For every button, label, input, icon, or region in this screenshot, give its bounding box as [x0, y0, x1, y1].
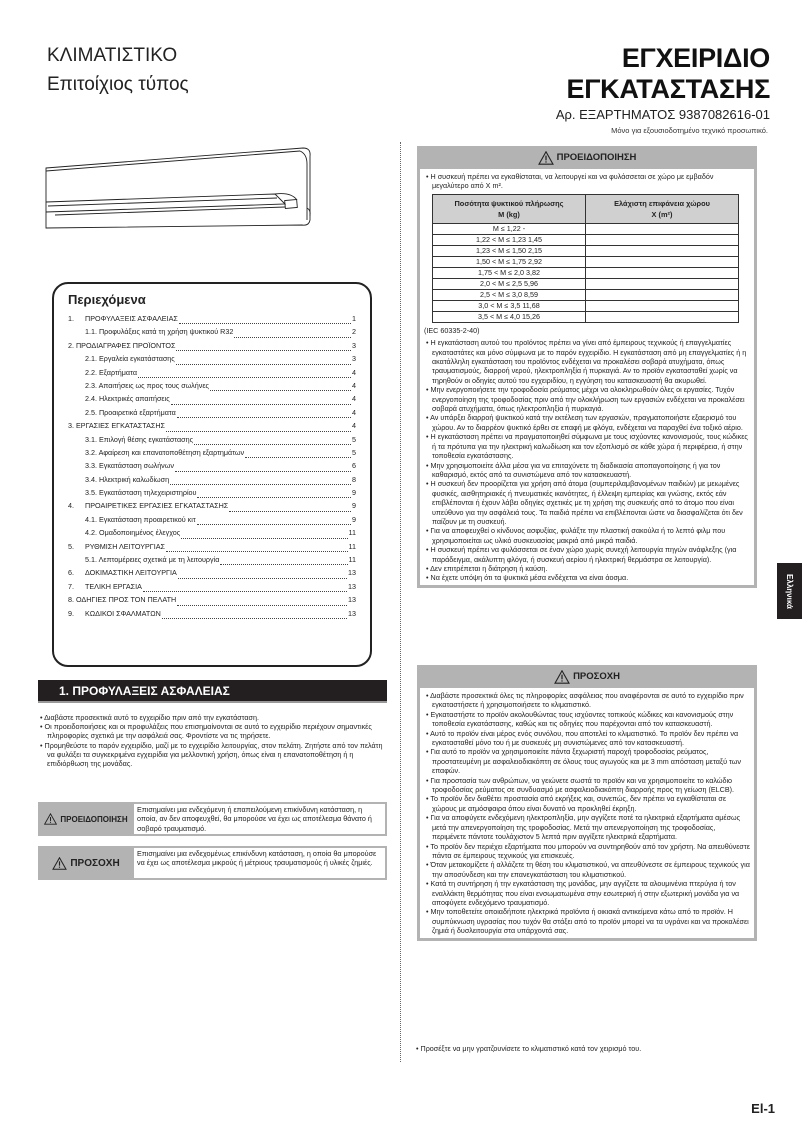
bullet-text: • Διαβάστε προσεκτικά αυτό το εγχειρίδιο πριν από την εγκατάσταση.	[40, 713, 259, 722]
toc-entry-label: 2.3. Απαιτήσεις ως προς τους σωλήνες	[85, 380, 209, 390]
toc-entry-label: 2.2. Εξαρτήματα	[85, 367, 137, 377]
table-cell: 1,50 < M ≤ 1,75 2,92	[433, 256, 586, 267]
toc-entry-page: 13	[348, 568, 356, 578]
toc-entry-label: 4.2. Ομαδοποιημένος έλεγχος	[85, 528, 181, 538]
toc-leader-dots	[229, 502, 351, 511]
bullet-text: • Οι προειδοποιήσεις και οι προφυλάξεις που επισημαίνονται σε αυτό το εγχειρίδιο περιέχουν σημαντικές πληροφορίες σχετικά με την ασφάλειά σας. Φροντίστε να τις τηρήσετε.	[40, 722, 372, 741]
table-row	[433, 234, 739, 245]
toc-entry-page: 8	[352, 474, 356, 484]
toc-leader-dots	[166, 543, 348, 552]
bullet-text: • Αν υπάρξει διαρροή ψυκτικού κατά την εκτέλεση των εργασιών, πραγματοποιήστε εξαερισμό του χώρου. Αν το διαρρέον ψυκτικό έρθει σε επαφή με φλόγα, ενδέχεται να παραχθεί ένα τοξικό αέριο.	[426, 413, 743, 432]
toc-leader-dots	[197, 489, 351, 498]
toc-entry-page: 6	[352, 461, 356, 471]
toc-entry-page: 13	[348, 581, 356, 591]
toc-entry-page: 4	[352, 367, 356, 377]
toc-entry-label: 8. ΟΔΗΓΙΕΣ ΠΡΟΣ ΤΟΝ ΠΕΛΑΤΗ	[68, 595, 177, 605]
bullet-text: • Η εγκατάσταση αυτού του προϊόντος πρέπει να γίνει από έμπειρους τεχνικούς ή επαγγελματίες εγκαταστάτες και μόνο σύμφωνα με το παρόν εγχειρίδιο. Η εγκατάσταση από μη επαγγελματίες ή η ακατάλληλη εγκατάσταση του προϊόντος ενδέχεται να προκαλέσει σοβαρά ατυχήματα, όπως τραυματισμούς, διαρροή νερού, ηλεκτροπληξία ή πυρκαγιά. Αν το προϊόν εγκατασταθεί χωρίς να τηρηθούν οι οδηγίες αυτού του εγχειριδίου, η εγγύηση του κατασκευαστή θα ακυρωθεί.	[426, 338, 747, 385]
toc-entry-page: 5	[352, 434, 356, 444]
warning-definition-box	[38, 802, 387, 836]
toc-entry-label: 2.5. Προαιρετικά εξαρτήματα	[85, 407, 176, 417]
bullet-text: • Διαβάστε προσεκτικά όλες τις πληροφορίες ασφάλειας που αναφέρονται σε αυτό το εγχειρίδιο πριν εγκαταστήσετε ή χρησιμοποιήσετε το κλιματιστικό.	[426, 691, 744, 710]
toc-entry-page: 1	[352, 314, 356, 323]
toc-entry[interactable]	[68, 436, 356, 449]
toc-entry-page: 9	[352, 501, 356, 511]
caution-box	[417, 665, 757, 941]
toc-entry-number: 1.	[68, 314, 74, 323]
bullet-text: • Για αυτό το προϊόν να χρησιμοποιείτε πάντα ξεχωριστή παροχή τροφοδοσίας ρεύματος, προστατευμένη με ασφαλειοδιακόπτη σε όλους τους αγωγούς και με 3 mm απόσταση μεταξύ των επαφών.	[426, 747, 741, 776]
warning-tag: ΠΡΟΕΙΔΟΠΟΙΗΣΗ	[38, 802, 134, 836]
table-row	[433, 245, 739, 256]
toc-entry-label: ΤΕΛΙΚΗ ΕΡΓΑΣΙΑ	[85, 581, 142, 591]
toc-leader-dots	[178, 569, 347, 578]
toc-entry-page: 4	[352, 407, 356, 417]
toc-entry[interactable]	[68, 462, 356, 475]
toc-leader-dots	[176, 342, 351, 351]
toc-entry[interactable]	[68, 543, 356, 556]
table-cell-empty	[586, 278, 739, 289]
page-number: El-1	[751, 1101, 775, 1116]
toc-entry-page: 13	[348, 608, 356, 618]
table-cell-empty	[586, 289, 739, 300]
toc-entry[interactable]	[68, 369, 356, 382]
bullet-text: • Να έχετε υπόψη ότι τα ψυκτικά μέσα ενδέχεται να είναι άοσμα.	[426, 573, 629, 583]
toc-entry[interactable]	[68, 449, 356, 462]
table-cell-empty	[586, 300, 739, 311]
footnote: • Προσέξτε να μην γρατζουνίσετε το κλιματιστικό κατά τον χειρισμό του.	[416, 1044, 642, 1053]
toc-entry-page: 9	[352, 514, 356, 524]
toc-entry[interactable]	[68, 610, 356, 623]
toc-entry[interactable]	[68, 569, 356, 582]
toc-leader-dots	[234, 328, 351, 337]
refrigerant-area-table	[432, 194, 739, 323]
authorized-note: Μόνο για εξουσιοδοτημένο τεχνικό προσωπικό.	[611, 126, 768, 135]
toc-entry-page: 2	[352, 327, 356, 337]
table-cell: 3,5 < M ≤ 4,0 15,26	[433, 311, 586, 322]
bullet-text: • Η συσκευή δεν προορίζεται για χρήση από άτομα (συμπεριλαμβανομένων παιδιών) με μειωμένες φυσικές, αισθητηριακές ή πνευματικές ικανότητες, ή έλλειψη εμπειρίας και γνώσης, εκτός εάν επιβλέπονται ή έχουν λάβει οδηγίες σχετικές με τη χρήση της συσκευής από το άτομο που είναι υπεύθυνο για την ασφάλειά τους. Τα παιδιά πρέπει να επιβλέπονται ώστε να διασφαλίζεται ότι δεν παίζουν με τη συσκευή.	[426, 479, 743, 526]
toc-entry-label: ΚΩΔΙΚΟΙ ΣΦΑΛΜΑΤΩΝ	[85, 608, 161, 618]
section-heading-safety-precautions: 1. ΠΡΟΦΥΛΑΞΕΙΣ ΑΣΦΑΛΕΙΑΣ	[38, 680, 387, 703]
toc-entry-number: 5.	[68, 541, 74, 551]
language-tab: Ελληνικά	[777, 563, 802, 619]
toc-leader-dots	[176, 355, 351, 364]
table-row	[433, 300, 739, 311]
toc-leader-dots	[245, 449, 351, 458]
bullet-text: • Η συσκευή πρέπει να φυλάσσεται σε έναν χώρο χωρίς συνεχή λειτουργία πηγών ανάφλεξης (για παράδειγμα, ακάλυπτη φλόγα, ή συσκευή αερίου ή ηλεκτρική θερμάστρα σε λειτουργία).	[426, 545, 737, 564]
table-cell: 2,5 < M ≤ 3,0 8,59	[433, 289, 586, 300]
table-header: Ελάχιστη επιφάνεια χώρου X (m²)	[586, 194, 739, 223]
toc-leader-dots	[179, 315, 351, 324]
toc-leader-dots	[210, 382, 351, 391]
toc-entry[interactable]	[68, 409, 356, 422]
toc-entry[interactable]	[68, 516, 356, 529]
bullet-text: • Για προστασία των ανθρώπων, να γειώνετε σωστά το προϊόν και να χρησιμοποιείτε το καλώδιο τροφοδοσίας ρεύματος σε συνδυασμό με ασφαλειοδιακόπτη διαρροής προς τη γείωση (ELCB).	[426, 775, 735, 795]
toc-leader-dots	[177, 409, 351, 418]
warning-definition-text: Επισημαίνει μια ενδεχόμενη ή επαπειλούμενη επικίνδυνη κατάσταση, η οποία, αν δεν αποφευχθεί, θα μπορούσε να έχει ως αποτέλεσμα θάνατο ή σοβαρό τραυματισμό.	[134, 804, 385, 834]
table-row	[433, 278, 739, 289]
toc-entry-label: 3.2. Αφαίρεση και επανατοποθέτηση εξαρτημάτων	[85, 447, 245, 457]
warning-triangle-icon	[554, 670, 570, 684]
bullet-text: • Το προϊόν δεν περιέχει εξαρτήματα που μπορούν να συντηρηθούν από τον χρήστη. Να απευθύνεστε πάντα σε έμπειρους τεχνικούς για επισκευές.	[426, 841, 750, 860]
bullet-text: • Προμηθεύστε το παρόν εγχειρίδιο, μαζί με το εγχειρίδιο λειτουργίας, στον πελάτη. Ζητήστε από τον πελάτη να φυλάξει τα συγκεκριμένα εγχειρίδια για μελλοντική χρήση, όπως είναι η επανατοποθέτηση ή η επιδιόρθωση της μονάδας.	[40, 740, 383, 769]
toc-entry-label: ΠΡΟΑΙΡΕΤΙΚΕΣ ΕΡΓΑΣΙΕΣ ΕΓΚΑΤΑΣΤΑΣΗΣ	[85, 501, 229, 511]
toc-entry-page: 4	[352, 394, 356, 404]
bullet-text: • Μην χρησιμοποιείτε άλλα μέσα για να επιταχύνετε τη διαδικασία αποπαγοποίησης ή για τον καθαρισμό, εκτός από τα συνιστώμενα από τον κατασκευαστή.	[426, 460, 721, 479]
warning-triangle-icon	[52, 857, 67, 870]
table-cell: 2,0 < M ≤ 2,5 5,96	[433, 278, 586, 289]
toc-entry[interactable]	[68, 382, 356, 395]
toc-entry-label: 3.1. Επιλογή θέσης εγκατάστασης	[85, 434, 194, 444]
bullet-text: • Η εγκατάσταση πρέπει να πραγματοποιηθεί σύμφωνα με τους ισχύοντες κανονισμούς, τους κώδικες ή τα πρότυπα για την ηλεκτρική καλωδίωση και τον εξοπλισμό σε κάθε χώρα ή περιφέρεια, ή στην τοποθεσία εγκατάστασης.	[426, 432, 748, 461]
toc-entry-label: ΡΥΘΜΙΣΗ ΛΕΙΤΟΥΡΓΙΑΣ	[85, 541, 165, 551]
toc-entry[interactable]	[68, 596, 356, 609]
bullet-text: • Εγκαταστήστε το προϊόν ακολουθώντας τους ισχύοντες τοπικούς κώδικες και κανονισμούς στην τοποθεσία εγκατάστασης, καθώς και τις οδηγίες που παρέχονται από τον κατασκευαστή.	[426, 709, 734, 729]
bullet-text: • Για να αποφύγετε ενδεχόμενη ηλεκτροπληξία, μην αγγίζετε ποτέ τα ηλεκτρικά εξαρτήματα αμέσως μετά την απενεργοποίηση της τροφοδοσίας. Μετά την απενεργοποίηση της τροφοδοσίας, περιμένετε πάντοτε τουλάχιστον 5 λεπτά πριν αγγίξετε ηλεκτρικά εξαρτήματα.	[426, 813, 741, 842]
caution-definition-box	[38, 846, 387, 880]
toc-entry-label: 3.3. Εγκατάσταση σωλήνων	[85, 461, 174, 471]
toc-entry-number: 7.	[68, 581, 74, 591]
table-cell: 1,22 < M ≤ 1,23 1,45	[433, 234, 586, 245]
warning-box-body	[420, 169, 754, 585]
toc-leader-dots	[175, 462, 351, 471]
warning-triangle-icon	[538, 151, 554, 165]
bullet-text: • Μην ενεργοποιήσετε την τροφοδοσία ρεύματος μέχρι να ολοκληρωθούν όλες οι εργασίες. Τυχόν ενεργοποίηση της τροφοδοσίας πριν από την ολοκλήρωση των εργασιών ενδέχεται να προκαλέσει σοβαρά ατυχήματα, όπως ηλεκτροπληξία ή πυρκαγιά.	[426, 385, 745, 414]
bullet-text: • Για να αποφευχθεί ο κίνδυνος ασφυξίας, φυλάξτε την πλαστική σακούλα ή το λεπτό φιλμ που χρησιμοποιείται ως υλικό συσκευασίας μακριά από μικρά παιδιά.	[426, 526, 726, 545]
toc-entry-number: 9.	[68, 608, 74, 618]
product-type: ΚΛΙΜΑΤΙΣΤΙΚΟ	[47, 45, 178, 66]
bullet-text: • Το προϊόν δεν διαθέτει προστασία από εκρήξεις και, συνεπώς, δεν πρέπει να εγκαθίσταται σε χώρους με ατμόσφαιρα όπου είναι δυνατό να προκληθεί έκρηξη.	[426, 794, 727, 813]
toc-title: Περιεχόμενα	[68, 292, 146, 307]
toc-entry-label: 3. ΕΡΓΑΣΙΕΣ ΕΓΚΑΤΑΣΤΑΣΗΣ	[68, 421, 165, 431]
bullet-text: • Η συσκευή πρέπει να εγκαθίσταται, να λειτουργεί και να φυλάσσεται σε χώρο με εμβαδόν μεγαλύτερο από X m².	[426, 172, 714, 191]
toc-leader-dots	[162, 610, 347, 619]
toc-entry-label: 5.1. Λεπτομέρειες σχετικά με τη λειτουργία	[85, 555, 220, 565]
toc-entry[interactable]	[68, 342, 356, 355]
table-cell-empty	[586, 267, 739, 278]
toc-leader-dots	[197, 516, 351, 525]
product-subtype: Επιτοίχιος τύπος	[47, 74, 189, 95]
toc-entry-label: 2.1. Εργαλεία εγκατάστασης	[85, 354, 175, 364]
manual-title: ΕΓΧΕΙΡΙΔΙΟ ΕΓΚΑΤΑΣΤΑΣΗΣ	[566, 43, 770, 104]
toc-entry-page: 11	[348, 528, 356, 538]
caution-box-body	[420, 688, 754, 938]
toc-entry-number: 6.	[68, 568, 74, 578]
table-cell: 1,75 < M ≤ 2,0 3,82	[433, 267, 586, 278]
toc-leader-dots	[177, 596, 347, 605]
toc-entry-label: 4.1. Εγκατάσταση προαιρετικού κιτ	[85, 514, 196, 524]
toc-entry[interactable]	[68, 529, 356, 542]
table-cell-empty	[586, 245, 739, 256]
toc-entry-label: 1.1. Προφυλάξεις κατά τη χρήση ψυκτικού R32	[85, 327, 234, 337]
toc-entry[interactable]	[68, 355, 356, 368]
toc-entry[interactable]	[68, 315, 356, 328]
toc-entry-page: 3	[352, 354, 356, 364]
table-row	[433, 311, 739, 322]
toc-entry-page: 11	[348, 555, 356, 565]
toc-entry[interactable]	[68, 422, 356, 435]
table-cell-empty	[586, 223, 739, 234]
standard-reference: (IEC 60335-2-40)	[424, 325, 480, 335]
toc-entry-page: 4	[352, 421, 356, 431]
wall-mounted-air-conditioner-illustration-icon	[45, 140, 335, 230]
product-title	[47, 44, 189, 97]
toc-leader-dots	[220, 556, 347, 565]
table-row	[433, 223, 739, 234]
caution-tag: ΠΡΟΣΟΧΗ	[38, 846, 134, 880]
toc-entry-label: 3.5. Εγκατάσταση τηλεχειριστηρίου	[85, 488, 197, 498]
toc-entry-page: 4	[352, 380, 356, 390]
toc-entry[interactable]	[68, 583, 356, 596]
bullet-text: • Όταν μετακομίζετε ή αλλάζετε τη θέση του κλιματιστικού, να απευθύνεστε σε έμπειρους τεχνικούς για την αποσύνδεση και την επανεγκατάσταση του κλιματιστικού.	[426, 860, 750, 879]
part-number: Αρ. ΕΞΑΡΤΗΜΑΤΟΣ 9387082616-01	[555, 107, 770, 122]
toc-entry[interactable]	[68, 476, 356, 489]
toc-entry[interactable]	[68, 502, 356, 515]
warning-box-header: ΠΡΟΕΙΔΟΠΟΙΗΣΗ	[420, 146, 754, 169]
toc-leader-dots	[143, 583, 347, 592]
table-cell-empty	[586, 256, 739, 267]
bullet-text: • Κατά τη συντήρηση ή την εγκατάσταση της μονάδας, μην αγγίζετε τα αλουμινένια πτερύγια ή τον εναλλάκτη θερμότητας που είναι ενσωματωμένα στην εσωτερική ή στην εξωτερική μονάδα για να αποφύγετε ενδεχόμενο τραυματισμό.	[426, 879, 740, 907]
toc-leader-dots	[171, 395, 351, 404]
toc-leader-dots	[181, 529, 347, 538]
toc-entry[interactable]	[68, 556, 356, 569]
caution-box-header: ΠΡΟΣΟΧΗ	[420, 665, 754, 688]
toc-entry-number: 4.	[68, 501, 74, 511]
toc-entry[interactable]	[68, 328, 356, 341]
toc-entry[interactable]	[68, 395, 356, 408]
table-row	[433, 267, 739, 278]
toc-entry-label: 3.4. Ηλεκτρική καλωδίωση	[85, 474, 170, 484]
toc-leader-dots	[194, 436, 351, 445]
toc-entry-page: 3	[352, 340, 356, 350]
bullet-text: • Αυτό το προϊόν είναι μέρος ενός συνόλου, που αποτελεί το κλιματιστικό. Το προϊόν δεν πρέπει να εγκατασταθεί μόνο του ή με συσκευές μη συνιστώμενες από τον κατασκευαστή.	[426, 728, 739, 748]
toc-entry-label: ΠΡΟΦΥΛΑΞΕΙΣ ΑΣΦΑΛΕΙΑΣ	[85, 314, 178, 323]
toc-entry-label: 2. ΠΡΟΔΙΑΓΡΑΦΕΣ ΠΡΟΪΟΝΤΟΣ	[68, 340, 176, 350]
caution-definition-text: Επισημαίνει μια ενδεχομένως επικίνδυνη κατάσταση, η οποία θα μπορούσε να έχει ως αποτέλεσμα μικρούς ή μέτριους τραυματισμούς ή υλικές ζημιές.	[134, 848, 385, 878]
table-row	[433, 256, 739, 267]
toc-leader-dots	[170, 476, 351, 485]
bullet-text: • Μην τοποθετείτε οποιαδήποτε ηλεκτρικά προϊόντα ή οικιακά αντικείμενα κάτω από το προϊόν. Η συμπύκνωση υγρασίας που τυχόν θα στάξει από το προϊόν μπορεί να τα υγράνει και να προκαλέσει ζημιά ή δυσλειτουργία στα υπάρχοντά σας.	[426, 907, 749, 936]
warning-triangle-icon	[44, 813, 57, 825]
column-divider	[400, 142, 401, 1062]
toc-entry[interactable]	[68, 489, 356, 502]
table-cell: M ≤ 1,22 -	[433, 223, 586, 234]
table-cell-empty	[586, 234, 739, 245]
table-row	[433, 289, 739, 300]
table-cell: 3,0 < M ≤ 3,5 11,68	[433, 300, 586, 311]
table-cell: 1,23 < M ≤ 1,50 2,15	[433, 245, 586, 256]
toc-entry-page: 13	[348, 595, 356, 605]
safety-intro-bullets	[38, 713, 390, 768]
toc-leader-dots	[138, 369, 351, 378]
toc-entry-page: 11	[348, 541, 356, 551]
toc-entry-page: 5	[352, 447, 356, 457]
bullet-text: • Δεν επιτρέπεται η διάτρηση ή καύση.	[426, 563, 548, 573]
warning-box	[417, 146, 757, 588]
toc-entry-label: ΔΟΚΙΜΑΣΤΙΚΗ ΛΕΙΤΟΥΡΓΙΑ	[85, 568, 177, 578]
table-cell-empty	[586, 311, 739, 322]
table-header: Ποσότητα ψυκτικού πλήρωσης M (kg)	[433, 194, 586, 223]
toc-leader-dots	[166, 422, 351, 431]
toc-entry-label: 2.4. Ηλεκτρικές απαιτήσεις	[85, 394, 170, 404]
toc-entry-page: 9	[352, 488, 356, 498]
table-of-contents	[52, 282, 372, 667]
